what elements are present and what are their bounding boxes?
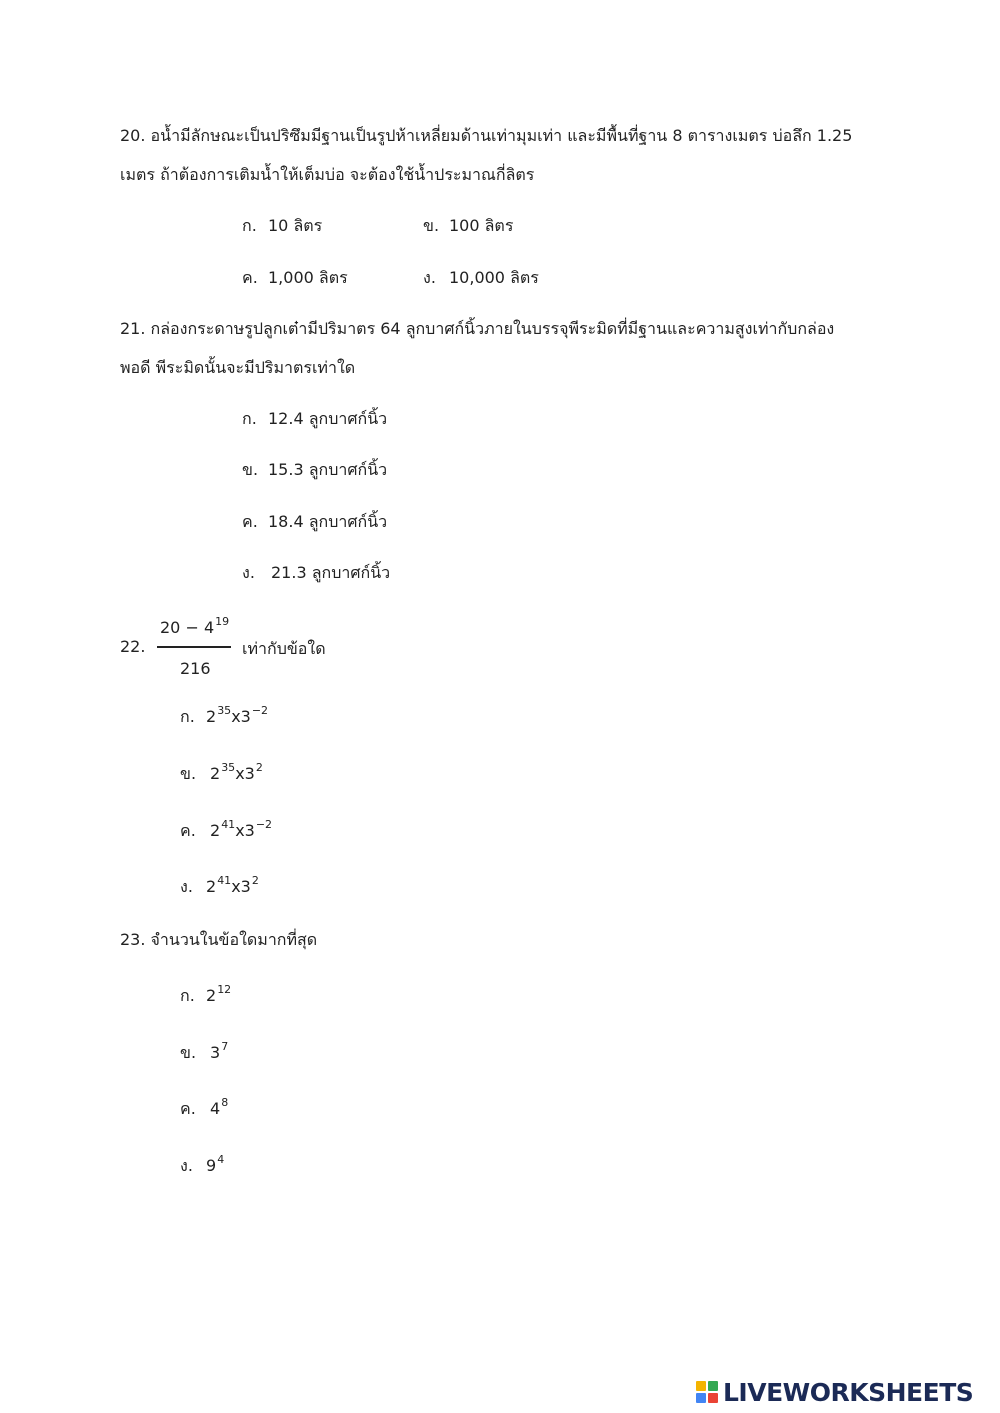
- option-text: 100 ลิตร: [449, 216, 514, 235]
- base: 9: [206, 1156, 217, 1175]
- option-label: ค.: [180, 821, 196, 840]
- question-text: จำนวนในข้อใดมากที่สุด: [150, 930, 318, 949]
- question-number: 22.: [120, 637, 146, 656]
- option-22-c[interactable]: [180, 820, 272, 844]
- question-number: 23.: [120, 930, 146, 949]
- base: 2: [206, 877, 217, 896]
- option-label: ค.: [242, 512, 258, 531]
- question-number: 20.: [120, 126, 146, 145]
- option-label: ข.: [423, 216, 440, 235]
- option-label: ง.: [423, 268, 436, 287]
- option-label: ค.: [180, 1099, 196, 1118]
- option-label: ข.: [180, 1043, 197, 1062]
- option-22-d[interactable]: [180, 876, 259, 900]
- option-label: ก.: [242, 216, 257, 235]
- question-text: เท่ากับข้อใด: [242, 639, 326, 658]
- base: 2: [206, 986, 217, 1005]
- option-20-b[interactable]: [423, 215, 513, 237]
- operator: x: [235, 764, 245, 783]
- exponent: 35: [217, 704, 232, 717]
- option-21-b[interactable]: [242, 459, 387, 481]
- question-23-line-1: [120, 929, 317, 951]
- operator: x: [231, 707, 241, 726]
- option-text: 10 ลิตร: [268, 216, 323, 235]
- base: 3: [210, 1043, 221, 1062]
- option-label: ค.: [242, 268, 258, 287]
- option-label: ก.: [242, 409, 257, 428]
- exponent: 35: [221, 761, 236, 774]
- logo-text: LIVEWORKSHEETS: [723, 1378, 974, 1407]
- exponent: −2: [251, 704, 269, 717]
- question-text: กล่องกระดาษรูปลูกเต๋ามีปริมาตร 64 ลูกบาศก์นิ้วภายในบรรจุพีระมิดที่มีฐานและความสูงเท่ากับกล่อง: [150, 319, 835, 338]
- option-21-d[interactable]: [242, 562, 390, 584]
- option-20-c[interactable]: [242, 267, 348, 289]
- exponent: 8: [221, 1096, 229, 1109]
- question-number: 21.: [120, 319, 146, 338]
- option-23-d[interactable]: [180, 1155, 224, 1179]
- liveworksheets-logo[interactable]: [696, 1378, 973, 1407]
- option-23-a[interactable]: [180, 985, 231, 1009]
- option-label: ง.: [180, 877, 193, 896]
- base: 3: [244, 764, 255, 783]
- option-20-d[interactable]: [423, 267, 539, 289]
- option-label: ก.: [180, 986, 195, 1005]
- exponent: −2: [255, 818, 273, 831]
- base: 3: [240, 877, 251, 896]
- option-21-c[interactable]: [242, 511, 387, 533]
- question-21-line-1: [120, 318, 834, 340]
- exponent: 41: [221, 818, 236, 831]
- option-20-a[interactable]: [242, 215, 322, 237]
- numerator-exponent: 19: [215, 615, 230, 628]
- question-20-line-2: เมตร ถ้าต้องการเติมน้ำให้เต็มบ่อ จะต้องใช้น้ำประมาณกี่ลิตร: [120, 165, 535, 184]
- question-21-line-2: พอดี พีระมิดนั้นจะมีปริมาตรเท่าใด: [120, 358, 356, 377]
- option-label: ก.: [180, 707, 195, 726]
- option-text: 10,000 ลิตร: [449, 268, 539, 287]
- exponent: 41: [217, 874, 232, 887]
- option-21-a[interactable]: [242, 408, 387, 430]
- option-23-c[interactable]: [180, 1098, 228, 1122]
- option-label: ข.: [242, 460, 259, 479]
- base: 4: [210, 1099, 221, 1118]
- option-22-a[interactable]: [180, 706, 268, 730]
- logo-square-icon: [708, 1381, 718, 1391]
- operator: x: [235, 821, 245, 840]
- option-text: 18.4 ลูกบาศก์นิ้ว: [268, 512, 388, 531]
- option-text: 15.3 ลูกบาศก์นิ้ว: [268, 460, 388, 479]
- numerator-base: 20 − 4: [160, 618, 215, 637]
- fraction-denominator: 216: [180, 659, 211, 678]
- option-text: 1,000 ลิตร: [268, 268, 348, 287]
- option-text: 21.3 ลูกบาศก์นิ้ว: [271, 563, 391, 582]
- option-label: ง.: [242, 563, 255, 582]
- question-20-line-1: [120, 125, 852, 147]
- base: 3: [240, 707, 251, 726]
- logo-square-icon: [708, 1393, 718, 1403]
- base: 2: [210, 821, 221, 840]
- option-label: ง.: [180, 1156, 193, 1175]
- option-label: ข.: [180, 764, 197, 783]
- logo-square-icon: [696, 1393, 706, 1403]
- exponent: 4: [217, 1153, 225, 1166]
- option-22-b[interactable]: [180, 763, 263, 787]
- exponent: 12: [217, 983, 232, 996]
- operator: x: [231, 877, 241, 896]
- logo-mark-icon: [696, 1381, 720, 1405]
- exponent: 7: [221, 1040, 229, 1053]
- fraction-numerator: [160, 615, 230, 637]
- base: 2: [210, 764, 221, 783]
- base: 2: [206, 707, 217, 726]
- option-23-b[interactable]: [180, 1042, 228, 1066]
- base: 3: [244, 821, 255, 840]
- exponent: 2: [255, 761, 263, 774]
- fraction-bar: [157, 646, 231, 648]
- question-text: อน้ำมีลักษณะเป็นปริซึมมีฐานเป็นรูปห้าเหลี่ยมด้านเท่ามุมเท่า และมีพื้นที่ฐาน 8 ตารางเมตร บ่อลึก 1.25: [150, 126, 853, 145]
- exponent: 2: [251, 874, 259, 887]
- logo-square-icon: [696, 1381, 706, 1391]
- option-text: 12.4 ลูกบาศก์นิ้ว: [268, 409, 388, 428]
